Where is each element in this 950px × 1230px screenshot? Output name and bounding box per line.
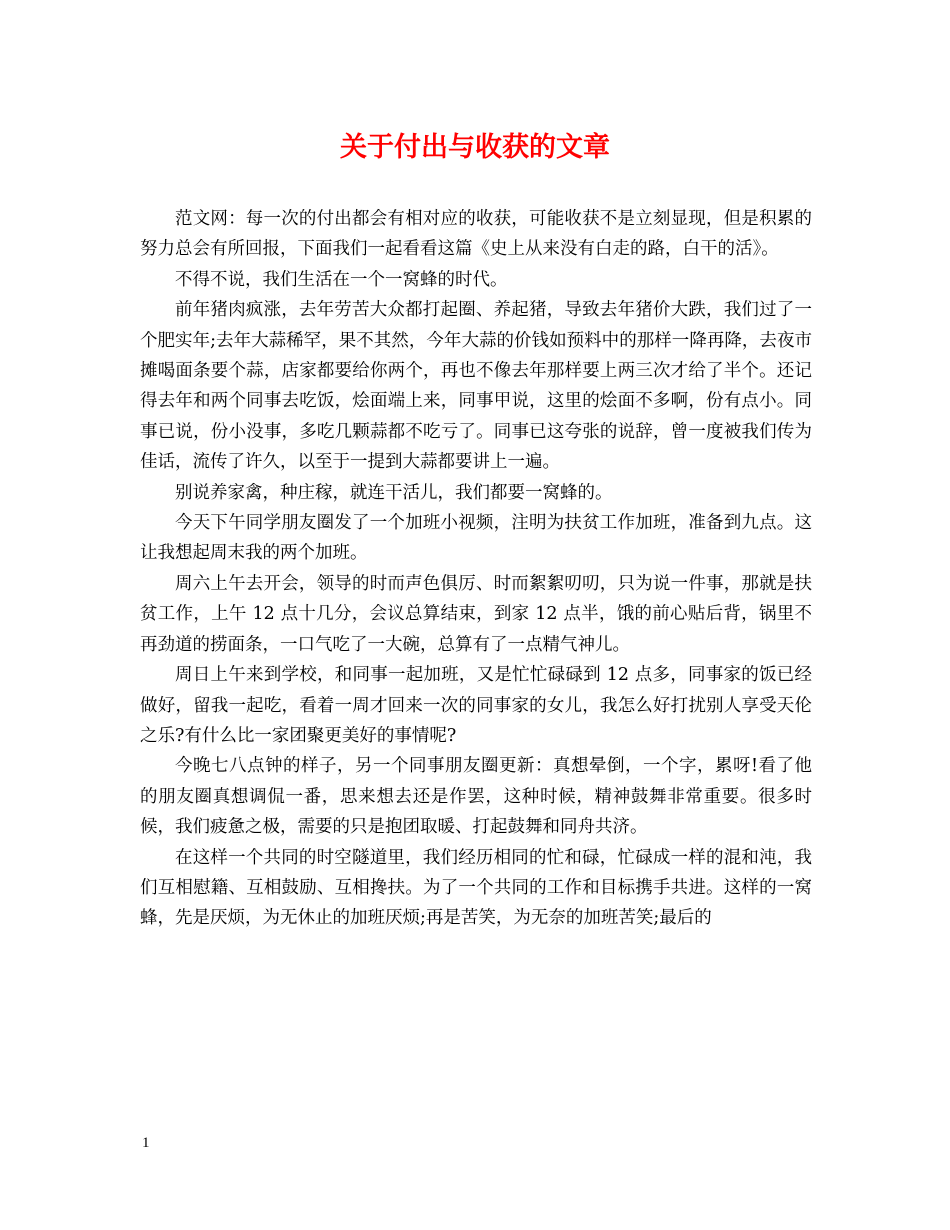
paragraph-7: 周日上午来到学校，和同事一起加班，又是忙忙碌碌到 12 点多，同事家的饭已经做好，留我一起吃，看着一周才回来一次的同事家的女儿，我怎么好打扰别人享受天伦之乐?有什么比一家团聚更美好的事情呢? [140,665,812,746]
paragraph-2: 不得不说，我们生活在一个一窝蜂的时代。 [175,269,508,290]
page-number: 1 [142,1135,150,1151]
document-title: 关于付出与收获的文章 [340,132,610,163]
paragraph-5: 今天下午同学朋友圈发了一个加班小视频，注明为扶贫工作加班，准备到九点。这让我想起周末我的两个加班。 [140,513,812,564]
paragraph-6: 周六上午去开会，领导的时而声色俱厉、时而絮絮叨叨，只为说一件事，那就是扶贫工作，上午 12 点十几分，会议总算结束，到家 12 点半，饿的前心贴后背，锅里不再劲道的捞面条，一口气吃了一大碗，总算有了一点精气神儿。 [140,573,812,655]
document-body [140,204,812,934]
paragraph-4: 别说养家禽，种庄稼，就连干活儿，我们都要一窝蜂的。 [175,482,613,503]
paragraph-1: 范文网：每一次的付出都会有相对应的收获，可能收获不是立刻显现，但是积累的努力总会有所回报，下面我们一起看看这篇《史上从来没有白走的路，白干的活》。 [140,209,812,260]
paragraph-3: 前年猪肉疯涨，去年劳苦大众都打起圈、养起猪，导致去年猪价大跌，我们过了一个肥实年;去年大蒜稀罕，果不其然，今年大蒜的价钱如预料中的那样一降再降，去夜市摊喝面条要个蒜，店家都要给你两个，再也不像去年那样要上两三次才给了半个。还记得去年和两个同事去吃饭，烩面端上来，同事甲说，这里的烩面不多啊，份有点小。同事已说，份小没事，多吃几颗蒜都不吃亏了。同事已这夸张的说辞，曾一度被我们传为佳话，流传了许久，以至于一提到大蒜都要讲上一遍。 [140,300,812,473]
paragraph-8: 今晚七八点钟的样子，另一个同事朋友圈更新：真想晕倒，一个字，累呀!看了他的朋友圈真想调侃一番，思来想去还是作罢，这种时候，精神鼓舞非常重要。很多时候，我们疲惫之极，需要的只是抱团取暖、打起鼓舞和同舟共济。 [140,756,812,838]
paragraph-9: 在这样一个共同的时空隧道里，我们经历相同的忙和碌，忙碌成一样的混和沌，我们互相慰籍、互相鼓励、互相搀扶。为了一个共同的工作和目标携手共进。这样的一窝蜂，先是厌烦，为无休止的加班厌烦;再是苦笑，为无奈的加班苦笑;最后的 [140,847,812,929]
